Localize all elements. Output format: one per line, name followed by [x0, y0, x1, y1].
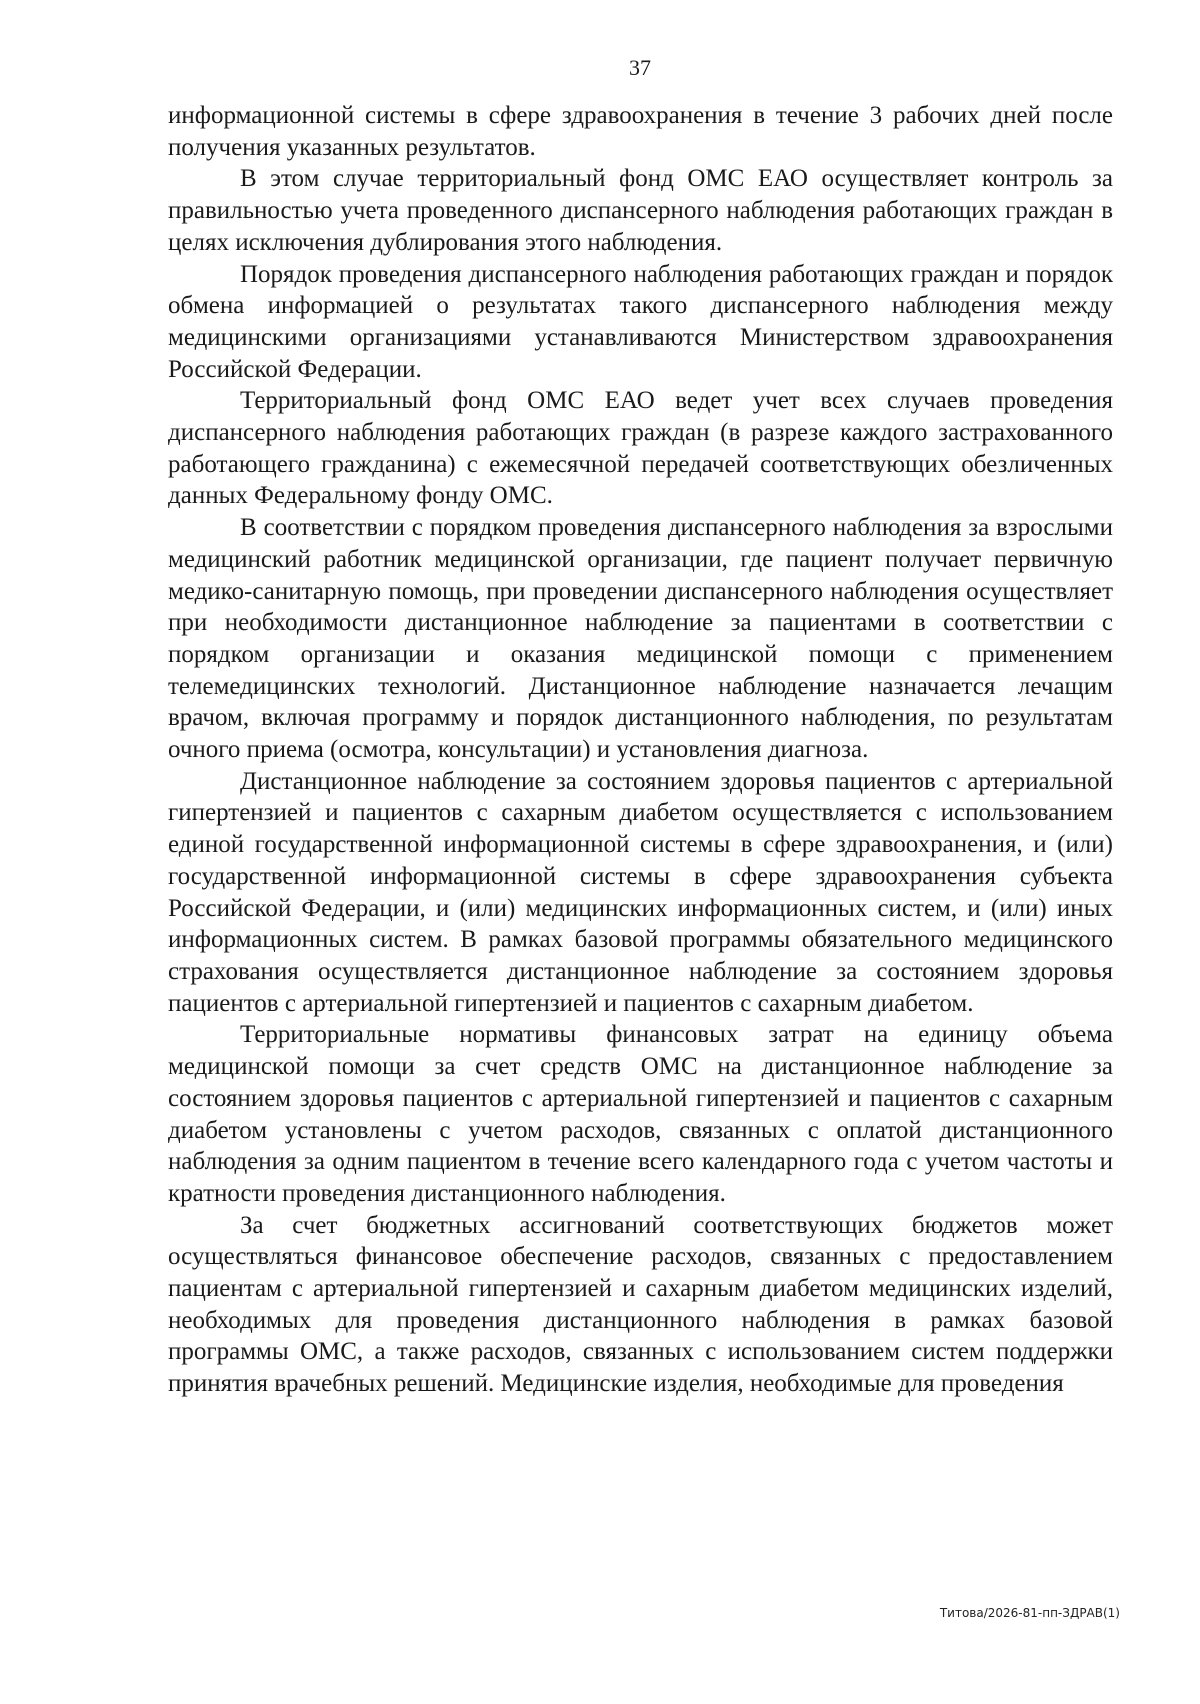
paragraph: Дистанционное наблюдение за состоянием здоровья пациентов с артериальной гипертензией и пациентов с сахарным диабетом осуществляется с использованием единой государственной информационной системы в сфере здравоохранения, и (или) государственной информационной системы в сфере здравоохранения субъекта Российской Федерации, и (или) медицинских информационных систем, и (или) иных информационных систем. В рамках базовой программы обязательного медицинского страхования осуществляется дистанционное наблюдение за состоянием здоровья пациентов с артериальной гипертензией и пациентов с сахарным диабетом.	[168, 767, 1113, 1017]
paragraph-continuation: информационной системы в сфере здравоохранения в течение 3 рабочих дней после получения указанных результатов.	[168, 102, 1113, 161]
paragraph: Территориальный фонд ОМС ЕАО ведет учет всех случаев проведения диспансерного наблюдения работающих граждан (в разрезе каждого застрахованного работающего гражданина) с ежемесячной передачей соответствующих обезличенных данных Федеральному фонду ОМС.	[168, 387, 1113, 510]
footer-document-code: Титова/2026-81-пп-ЗДРАВ(1)	[939, 1606, 1120, 1620]
paragraph: Территориальные нормативы финансовых затрат на единицу объема медицинской помощи за счет средств ОМС на дистанционное наблюдение за состоянием здоровья пациентов с артериальной гипертензией и пациентов с сахарным диабетом установлены с учетом расходов, связанных с оплатой дистанционного наблюдения за одним пациентом в течение всего календарного года с учетом частоты и кратности проведения дистанционного наблюдения.	[168, 1021, 1113, 1207]
paragraph: В соответствии с порядком проведения диспансерного наблюдения за взрослыми медицинский работник медицинской организации, где пациент получает первичную медико-санитарную помощь, при проведении диспансерного наблюдения осуществляет при необходимости дистанционное наблюдение за пациентами в соответствии с порядком организации и оказания медицинской помощи с применением телемедицинских технологий. Дистанционное наблюдение назначается лечащим врачом, включая программу и порядок дистанционного наблюдения, по результатам очного приема (осмотра, консультации) и установления диагноза.	[168, 514, 1113, 764]
paragraph: Порядок проведения диспансерного наблюдения работающих граждан и порядок обмена информацией о результатах такого диспансерного наблюдения между медицинскими организациями устанавливаются Министерством здравоохранения Российской Федерации.	[168, 260, 1113, 383]
page-number: 37	[629, 55, 651, 80]
paragraph: За счет бюджетных ассигнований соответствующих бюджетов может осуществляться финансовое обеспечение расходов, связанных с предоставлением пациентам с артериальной гипертензией и сахарным диабетом медицинских изделий, необходимых для проведения дистанционного наблюдения в рамках базовой программы ОМС, а также расходов, связанных с использованием систем поддержки принятия врачебных решений. Медицинские изделия, необходимые для проведения	[168, 1211, 1113, 1398]
document-body	[168, 100, 1113, 1400]
paragraph: В этом случае территориальный фонд ОМС ЕАО осуществляет контроль за правильностью учета проведенного диспансерного наблюдения работающих граждан в целях исключения дублирования этого наблюдения.	[168, 165, 1113, 256]
